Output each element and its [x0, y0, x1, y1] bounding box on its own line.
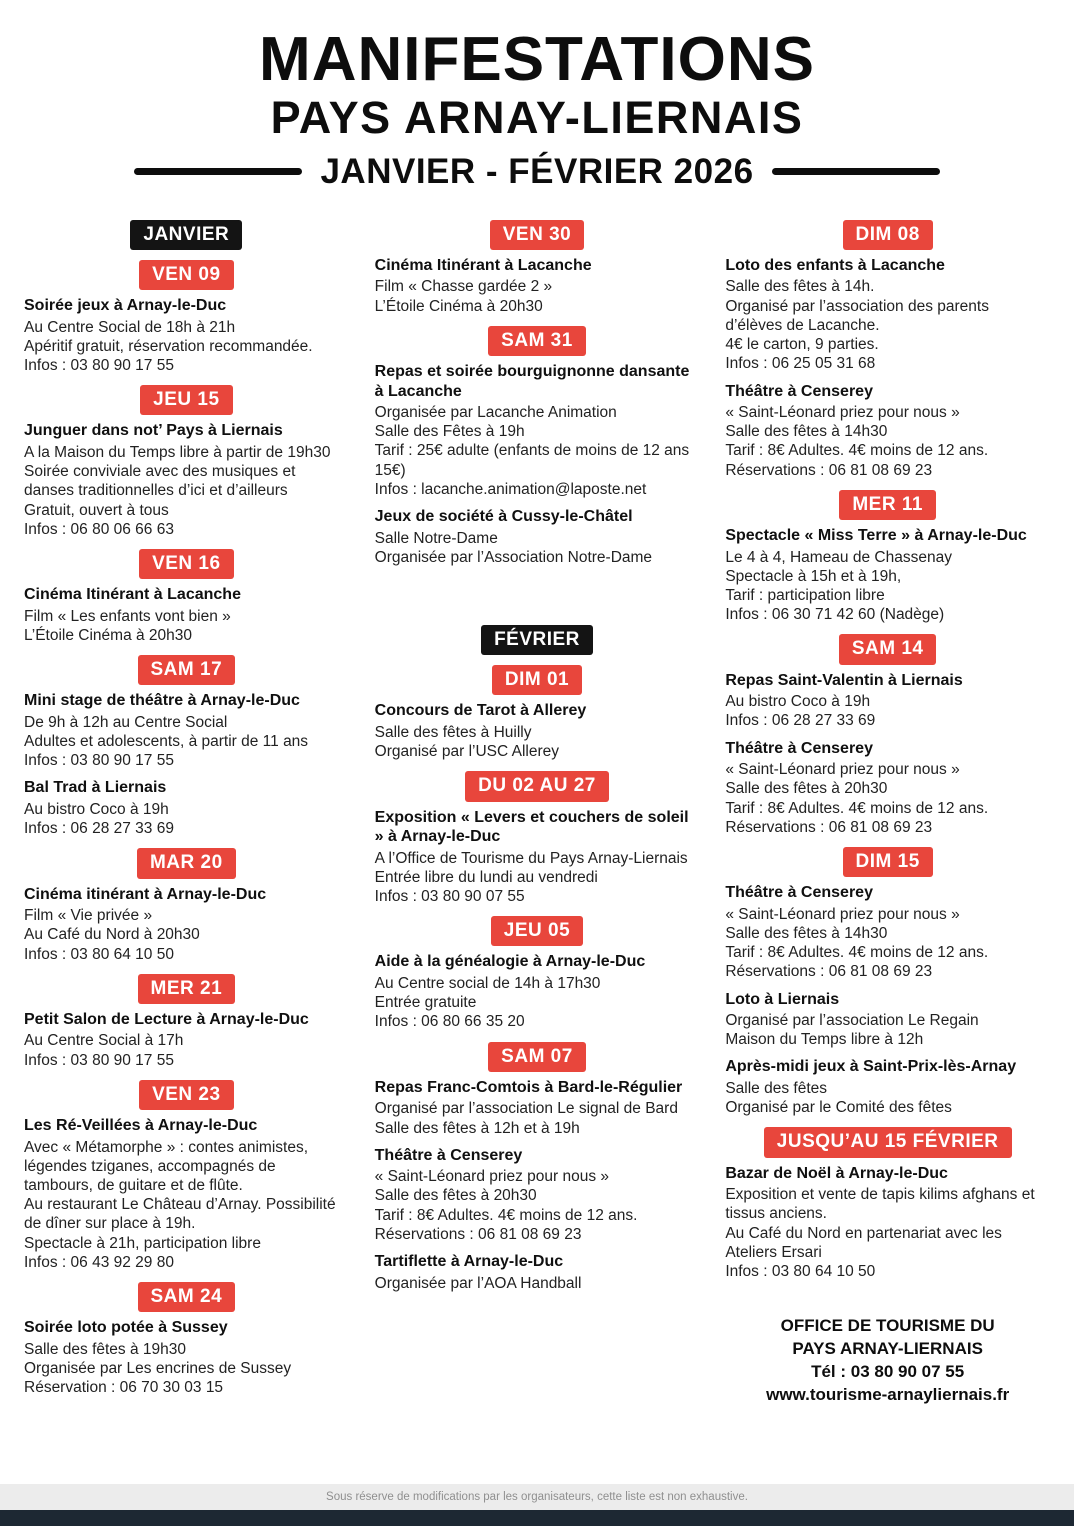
badge-row [24, 260, 349, 290]
event-line: Réservations : 06 81 08 69 23 [725, 461, 933, 479]
event-line: Spectacle à 21h, participation libre [24, 1234, 261, 1252]
event-title: Tartiflette à Arnay-le-Duc [374, 1253, 564, 1271]
event-line: Entrée gratuite [374, 994, 477, 1012]
event-line: Infos : 06 25 05 31 68 [725, 355, 876, 373]
event-line: Au Café du Nord en partenariat avec les Ateliers Ersari [725, 1224, 1002, 1261]
event-line: Tarif : 8€ Adultes. 4€ moins de 12 ans. [725, 799, 989, 817]
bottom-strip [0, 1510, 1074, 1526]
date-badge: SAM 24 [138, 1282, 236, 1312]
badge-row [375, 220, 700, 250]
event-line: Salle des fêtes à 20h30 [725, 780, 888, 798]
badge-row [24, 655, 349, 685]
event-line: Organisée par Les encrines de Sussey [24, 1360, 292, 1378]
event-line: Salle des fêtes à 12h et à 19h [374, 1119, 580, 1137]
badge-row [375, 625, 700, 655]
event-title: Petit Salon de Lecture à Arnay-le-Duc [24, 1010, 309, 1028]
event-line: Salle des fêtes à 19h30 [24, 1340, 187, 1358]
event-line: Film « Les enfants vont bien » [24, 607, 231, 625]
event-line: De 9h à 12h au Centre Social [24, 713, 228, 731]
poster-header [0, 0, 1074, 192]
badge-row [24, 848, 349, 878]
date-badge: JEU 05 [491, 916, 583, 946]
event-line: Organisé par le Comité des fêtes [725, 1099, 952, 1117]
event-line: Organisée par l’AOA Handball [374, 1274, 582, 1292]
event-item [375, 1252, 700, 1293]
event-title: Concours de Tarot à Allerey [374, 702, 587, 720]
event-item [24, 778, 349, 838]
event-line: « Saint-Léonard priez pour nous » [725, 905, 960, 923]
event-line: Infos : 06 30 71 42 60 (Nadège) [725, 606, 945, 624]
event-line: Au bistro Coco à 19h [24, 801, 169, 818]
event-line: 4€ le carton, 9 parties. [725, 336, 879, 354]
event-line: Au restaurant Le Château d’Arnay. Possibilité de dîner sur place à 19h. [24, 1196, 336, 1233]
event-line: Salle des fêtes [725, 1080, 828, 1097]
month-badge: JANVIER [130, 220, 242, 250]
event-item [24, 885, 349, 964]
event-line: Organisé par l’association Le signal de Bard [374, 1100, 678, 1118]
event-item [24, 1318, 349, 1397]
event-line: Salle Notre-Dame [374, 529, 498, 547]
badge-row [24, 1080, 349, 1110]
date-badge: VEN 30 [490, 220, 584, 250]
event-item [725, 990, 1050, 1050]
date-badge: DIM 01 [492, 665, 582, 695]
event-item [725, 526, 1050, 624]
badge-row [725, 490, 1050, 520]
event-line: Tarif : 8€ Adultes. 4€ moins de 12 ans. [725, 442, 989, 460]
date-badge: MER 21 [138, 974, 236, 1004]
event-line: Infos : 06 28 27 33 69 [725, 712, 876, 730]
event-title: Repas Franc-Comtois à Bard-le-Régulier [374, 1078, 683, 1096]
event-title: Cinéma Itinérant à Lacanche [24, 586, 241, 604]
dash-right [772, 168, 940, 175]
dash-left [134, 168, 302, 175]
event-line: Organisée par Lacanche Animation [374, 404, 617, 422]
event-title: Soirée jeux à Arnay-le-Duc [24, 297, 227, 315]
date-badge: SAM 17 [138, 655, 236, 685]
event-line: Salle des fêtes à Huilly [374, 723, 532, 741]
event-item [24, 421, 349, 539]
event-line: Infos : 03 80 90 17 55 [24, 1051, 174, 1069]
event-line: Film « Vie privée » [24, 907, 153, 925]
event-line: Infos : 06 80 06 66 63 [24, 520, 174, 538]
event-item [24, 691, 349, 770]
event-line: Réservations : 06 81 08 69 23 [725, 818, 933, 836]
event-title: Théâtre à Censerey [725, 884, 873, 902]
event-line: Salle des fêtes à 14h30 [725, 924, 888, 942]
event-title: Bal Trad à Liernais [24, 779, 167, 797]
event-line: Infos : 06 43 92 29 80 [24, 1253, 174, 1271]
date-badge: VEN 16 [139, 549, 233, 579]
event-title: Bazar de Noël à Arnay-le-Duc [725, 1164, 948, 1182]
event-item [725, 739, 1050, 837]
badge-row [375, 771, 700, 801]
event-item [375, 701, 700, 761]
event-columns [0, 192, 1074, 1407]
event-item [725, 671, 1050, 731]
event-line: Salle des fêtes à 14h. [725, 278, 875, 296]
event-title: Théâtre à Censerey [725, 739, 873, 757]
date-badge: JUSQU’AU 15 FÉVRIER [764, 1127, 1012, 1157]
badge-row [725, 220, 1050, 250]
date-badge: VEN 09 [139, 260, 233, 290]
event-line: Salle des Fêtes à 19h [374, 423, 525, 441]
badge-row [24, 974, 349, 1004]
event-line: Avec « Métamorphe » : contes animistes, légendes tziganes, accompagnés de tambours, de guitare et de flûte. [24, 1138, 309, 1195]
event-line: Réservation : 06 70 30 03 15 [24, 1379, 224, 1397]
event-title: Repas et soirée bourguignonne dansante à Lacanche [374, 363, 690, 400]
event-line: Tarif : 8€ Adultes. 4€ moins de 12 ans. [374, 1206, 638, 1224]
date-badge: DIM 15 [843, 847, 933, 877]
badge-row [375, 1042, 700, 1072]
event-line: Infos : lacanche.animation@laposte.net [374, 480, 647, 498]
badge-row [725, 847, 1050, 877]
event-item [375, 362, 700, 499]
event-title: Soirée loto potée à Sussey [24, 1319, 228, 1337]
column-left [24, 210, 349, 1406]
event-line: Infos : 03 80 90 17 55 [24, 357, 174, 375]
event-line: A l’Office de Tourisme du Pays Arnay-Liernais [374, 849, 688, 867]
badge-row [24, 385, 349, 415]
event-item [24, 1116, 349, 1272]
column-middle [375, 210, 700, 1301]
event-item [375, 1078, 700, 1138]
event-line: Organisé par l’USC Allerey [374, 743, 560, 761]
event-title: Théâtre à Censerey [725, 382, 873, 400]
poster-period-row [0, 152, 1074, 192]
event-line: « Saint-Léonard priez pour nous » [725, 404, 960, 422]
event-line: Exposition et vente de tapis kilims afghans et tissus anciens. [725, 1186, 1035, 1223]
event-line: « Saint-Léonard priez pour nous » [374, 1168, 610, 1186]
event-title: Après-midi jeux à Saint-Prix-lès-Arnay [725, 1058, 1017, 1076]
event-line: Infos : 06 28 27 33 69 [24, 820, 174, 838]
contact-line: www.tourisme-arnayliernais.fr [766, 1385, 1010, 1405]
event-line: L’Étoile Cinéma à 20h30 [24, 626, 193, 644]
badge-row [24, 1282, 349, 1312]
event-line: Entrée libre du lundi au vendredi [374, 868, 598, 886]
event-line: Au Centre social de 14h à 17h30 [374, 974, 601, 992]
event-line: Infos : 06 80 66 35 20 [374, 1013, 525, 1031]
date-badge: SAM 14 [839, 634, 937, 664]
event-title: Loto des enfants à Lacanche [725, 256, 945, 274]
event-item [24, 296, 349, 375]
badge-row [375, 916, 700, 946]
event-line: Adultes et adolescents, à partir de 11 ans [24, 733, 309, 751]
date-badge: JEU 15 [140, 385, 232, 415]
event-line: Le 4 à 4, Hameau de Chassenay [725, 548, 952, 566]
event-line: Tarif : participation libre [725, 587, 885, 605]
date-badge: DU 02 AU 27 [465, 771, 609, 801]
event-line: « Saint-Léonard priez pour nous » [725, 761, 960, 779]
event-line: Tarif : 25€ adulte (enfants de moins de 12 ans 15€) [374, 442, 690, 479]
event-line: Apéritif gratuit, réservation recommandée. [24, 337, 313, 355]
event-line: Soirée conviviale avec des musiques et danses traditionnelles d’ici et d’ailleurs [24, 463, 296, 500]
event-title: Jeux de société à Cussy-le-Châtel [374, 508, 633, 526]
event-line: Infos : 03 80 64 10 50 [725, 1263, 876, 1280]
contact-line: OFFICE DE TOURISME DU [780, 1316, 995, 1336]
event-title: Cinéma Itinérant à Lacanche [374, 256, 592, 274]
contact-line: PAYS ARNAY-LIERNAIS [792, 1339, 983, 1359]
badge-row [375, 326, 700, 356]
event-title: Junguer dans not’ Pays à Liernais [24, 422, 283, 440]
date-badge: SAM 31 [488, 326, 586, 356]
event-line: Réservations : 06 81 08 69 23 [374, 1225, 582, 1243]
event-title: Aide à la généalogie à Arnay-le-Duc [374, 953, 646, 971]
date-badge: MER 11 [839, 490, 936, 520]
event-item [375, 1146, 700, 1244]
event-line: Spectacle à 15h et à 19h, [725, 567, 902, 585]
event-item [24, 585, 349, 645]
event-line: Tarif : 8€ Adultes. 4€ moins de 12 ans. [725, 944, 989, 962]
event-title: Spectacle « Miss Terre » à Arnay-le-Duc [725, 527, 1027, 545]
event-title: Loto à Liernais [725, 990, 840, 1008]
event-title: Mini stage de théâtre à Arnay-le-Duc [24, 692, 300, 710]
event-title: Cinéma itinérant à Arnay-le-Duc [24, 885, 267, 903]
event-line: Organisé par l’association des parents d’élèves de Lacanche. [725, 297, 989, 334]
column-right [725, 210, 1050, 1407]
event-line: Infos : 03 80 64 10 50 [24, 945, 174, 963]
contact-line: Tél : 03 80 90 07 55 [811, 1362, 965, 1382]
event-line: Organisée par l’Association Notre-Dame [374, 548, 653, 566]
event-line: Au Café du Nord à 20h30 [24, 926, 200, 944]
event-line: Organisé par l’association Le Regain [725, 1012, 979, 1030]
event-line: Infos : 03 80 90 07 55 [374, 888, 525, 906]
event-item [24, 1010, 349, 1070]
poster-period: JANVIER - FÉVRIER 2026 [320, 151, 754, 191]
event-item [375, 808, 700, 907]
event-line: Réservations : 06 81 08 69 23 [725, 963, 933, 981]
event-title: Exposition « Levers et couchers de soleil » à Arnay-le-Duc [374, 808, 689, 846]
event-title: Théâtre à Censerey [374, 1146, 523, 1164]
badge-row [24, 549, 349, 579]
date-badge: DIM 08 [843, 220, 933, 250]
event-line: A la Maison du Temps libre à partir de 19h30 [24, 443, 331, 461]
event-line: Gratuit, ouvert à tous [24, 501, 169, 519]
event-line: Infos : 03 80 90 17 55 [24, 752, 174, 770]
badge-row [725, 634, 1050, 664]
event-line: Au bistro Coco à 19h [725, 693, 871, 711]
event-item [725, 883, 1050, 981]
event-item [725, 1164, 1050, 1282]
event-item [375, 507, 700, 567]
event-item [375, 256, 700, 316]
date-badge: SAM 07 [488, 1042, 586, 1072]
event-item [375, 952, 700, 1031]
badge-row [24, 220, 349, 250]
event-line: Maison du Temps libre à 12h [725, 1031, 924, 1049]
event-line: Film « Chasse gardée 2 » [374, 278, 553, 296]
event-line: Salle des fêtes à 14h30 [725, 423, 888, 441]
date-badge: MAR 20 [137, 848, 236, 878]
event-item [725, 382, 1050, 480]
badge-row [375, 665, 700, 695]
event-title: Repas Saint-Valentin à Liernais [725, 671, 963, 689]
event-title: Les Ré-Veillées à Arnay-le-Duc [24, 1117, 258, 1135]
event-line: Salle des fêtes à 20h30 [374, 1187, 537, 1205]
poster-subtitle: PAYS ARNAY-LIERNAIS [270, 92, 804, 144]
footer-note-bar [0, 1484, 1074, 1510]
badge-row [725, 1127, 1050, 1157]
date-badge: VEN 23 [139, 1080, 233, 1110]
poster-title: MANIFESTATIONS [259, 25, 815, 94]
footer-disclaimer: Sous réserve de modifications par les organisateurs, cette liste est non exhaustive. [326, 1491, 748, 1503]
event-item [725, 256, 1050, 374]
month-badge: FÉVRIER [481, 625, 593, 655]
tourism-office-contact [725, 1315, 1050, 1407]
event-line: Au Centre Social à 17h [24, 1032, 184, 1050]
event-item [725, 1057, 1050, 1117]
event-line: L’Étoile Cinéma à 20h30 [374, 297, 543, 315]
event-line: Au Centre Social de 18h à 21h [24, 318, 236, 336]
